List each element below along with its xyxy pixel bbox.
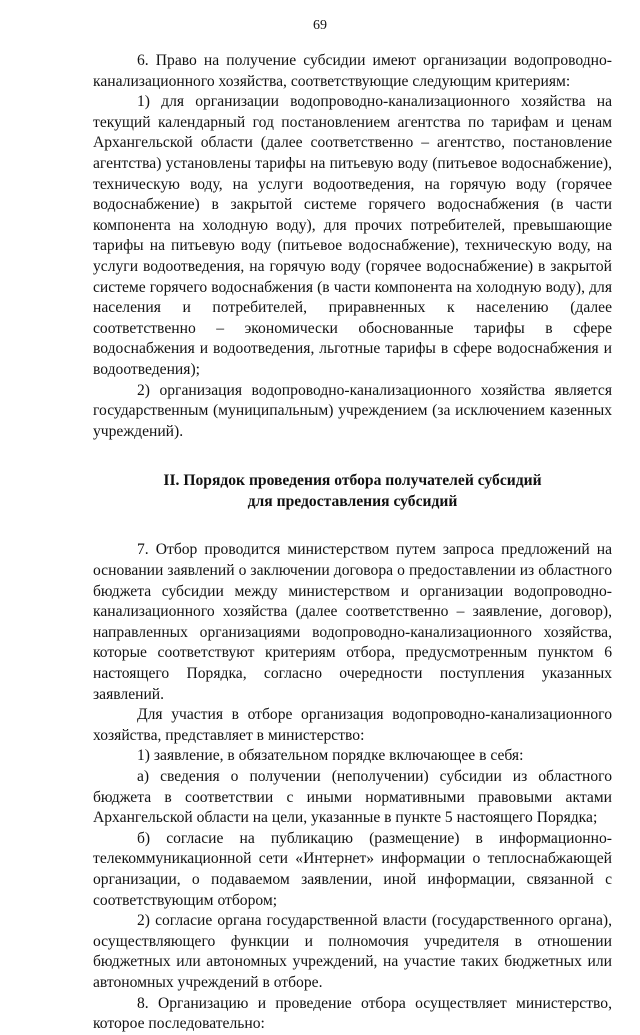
section-heading-line-1: II. Порядок проведения отбора получателей субсидий [163, 472, 542, 490]
section-heading [93, 471, 612, 512]
section-heading-line-2: для предоставления субсидий [247, 492, 458, 510]
paragraph-item-1: 1) заявление, в обязательном порядке включающее в себя: [137, 747, 524, 765]
paragraph-item-1a: а) сведения о получении (неполучении) субсидии из областного бюджета в соответствии с иными нормативными правовыми актами Архангельской области на цели, указанные в пункте 5 настоящего Порядка; [93, 768, 612, 827]
paragraph-8: 8. Организацию и проведение отбора осуществляет министерство, которое последовательно: [93, 994, 612, 1033]
paragraph-6: 6. Право на получение субсидии имеют организации водопроводно-канализационного хозяйства, соответствующие следующим критериям: [93, 52, 612, 90]
page-number: 69 [313, 18, 327, 33]
paragraph-7: 7. Отбор проводится министерством путем запроса предложений на основании заявлений о заключении договора о предоставлении из областного бюджета субсидии между министерством и организации водопроводно-канализационного хозяйства (далее соответственно – заявление, договор), направленных организациями водопроводно-канализационного хозяйства, которые соответствуют критериям отбора, предусмотренным пунктом 6 настоящего Порядка, согласно очередности поступления указанных заявлений. [93, 541, 612, 703]
paragraph-6-item-1: 1) для организации водопроводно-канализационного хозяйства на текущий календарный год постановлением агентства по тарифам и ценам Архангельской области (далее соответственно – агентство, постановление агентства) установлены тарифы на питьевую воду (питьевое водоснабжение), техническую воду, на услуги водоотведения, на горячую воду (горячее водоснабжение) в закрытой системе горячего водоснабжения (в части компонента на холодную воду), для прочих потребителей, превышающие тарифы на питьевую воду (питьевое водоснабжение), техническую воду, на услуги водоотведения, на горячую воду (горячее водоснабжение) в закрытой системе горячего водоснабжения (в части компонента на холодную воду), для населения и потребителей, приравненных к населению (далее соответственно – экономически обоснованные тарифы в сфере водоснабжения и водоотведения, льготные тарифы в сфере водоснабжения и водоотведения); [93, 93, 612, 378]
paragraph-item-1b: б) согласие на публикацию (размещение) в информационно-телекоммуникационной сети «Интернет» информации о теплоснабжающей организации, о подаваемом заявлении, иной информации, связанной с соответствующим отбором; [93, 829, 612, 909]
document-body [93, 51, 612, 1035]
paragraph-6-item-2: 2) организация водопроводно-канализационного хозяйства является государственным (муниципальным) учреждением (за исключением казенных учреждений). [93, 381, 612, 440]
paragraph-participation: Для участия в отборе организация водопроводно-канализационного хозяйства, представляет в министерство: [93, 706, 612, 744]
paragraph-item-2: 2) согласие органа государственной власти (государственного органа), осуществляющего функции и полномочия учредителя в отношении бюджетных или автономных учреждений, на участие таких бюджетных или автономных учреждений в отборе. [93, 912, 612, 991]
